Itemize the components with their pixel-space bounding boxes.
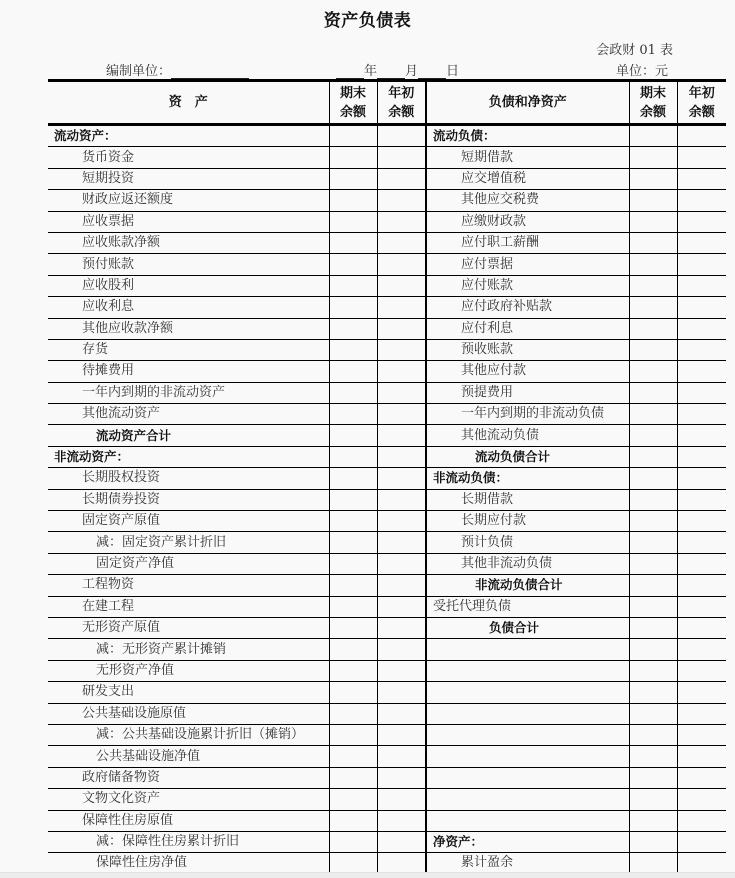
asset-end-balance-cell[interactable] xyxy=(329,361,377,382)
table-row xyxy=(48,275,726,296)
liability-item-label: 应付票据 xyxy=(426,254,629,275)
asset-begin-balance-cell[interactable] xyxy=(377,682,426,703)
asset-item-label: 应收票据 xyxy=(48,211,329,232)
liability-end-balance-cell[interactable] xyxy=(629,125,677,147)
asset-begin-balance-cell[interactable] xyxy=(377,617,426,638)
table-body xyxy=(48,125,726,874)
liability-item-label: 应交增值税 xyxy=(426,168,629,189)
liability-begin-balance-cell[interactable] xyxy=(677,703,726,724)
asset-end-balance-cell[interactable] xyxy=(329,724,377,745)
liability-begin-balance-cell[interactable] xyxy=(677,232,726,253)
liability-end-balance-cell[interactable] xyxy=(629,275,677,296)
asset-item-label: 待摊费用 xyxy=(48,361,329,382)
asset-item-label: 流动资产： xyxy=(54,128,117,144)
asset-item-label: 应收利息 xyxy=(48,297,329,318)
asset-begin-balance-cell[interactable] xyxy=(377,190,426,211)
liability-item-label: 长期借款 xyxy=(426,489,629,510)
liability-end-balance-cell[interactable] xyxy=(629,617,677,638)
asset-item-label: 公共基础设施净值 xyxy=(48,746,329,767)
liability-begin-balance-cell[interactable] xyxy=(677,339,726,360)
asset-begin-balance-cell[interactable] xyxy=(377,275,426,296)
asset-begin-balance-cell[interactable] xyxy=(377,789,426,810)
year-label: 年 xyxy=(364,64,378,79)
asset-item-label: 货币资金 xyxy=(48,147,329,168)
liability-end-balance-cell[interactable] xyxy=(629,404,677,425)
asset-begin-balance-cell[interactable] xyxy=(377,575,426,596)
asset-end-balance-cell[interactable] xyxy=(329,553,377,574)
asset-end-balance-cell[interactable] xyxy=(329,511,377,532)
table-row xyxy=(48,682,726,703)
asset-end-balance-cell[interactable] xyxy=(329,489,377,510)
asset-begin-balance-cell[interactable] xyxy=(377,168,426,189)
asset-begin-balance-cell[interactable] xyxy=(377,361,426,382)
liability-end-balance-cell[interactable] xyxy=(629,810,677,831)
liability-item-label: 其他应付款 xyxy=(426,361,629,382)
asset-begin-balance-cell[interactable] xyxy=(377,746,426,767)
asset-end-balance-cell[interactable] xyxy=(329,767,377,788)
liability-begin-balance-cell[interactable] xyxy=(677,511,726,532)
asset-end-balance-cell[interactable] xyxy=(329,318,377,339)
liability-begin-balance-cell[interactable] xyxy=(677,789,726,810)
table-row xyxy=(48,468,726,489)
asset-end-balance-cell[interactable] xyxy=(329,660,377,681)
liability-begin-balance-cell[interactable] xyxy=(677,147,726,168)
asset-begin-balance-cell[interactable] xyxy=(377,553,426,574)
table-row xyxy=(48,211,726,232)
liability-begin-balance-cell[interactable] xyxy=(677,318,726,339)
liability-item-label: 负债合计 xyxy=(426,617,629,638)
asset-begin-balance-cell[interactable] xyxy=(377,147,426,168)
liability-begin-balance-cell[interactable] xyxy=(677,553,726,574)
liability-begin-balance-cell[interactable] xyxy=(677,532,726,553)
table-row xyxy=(48,596,726,617)
liability-end-balance-cell[interactable] xyxy=(629,232,677,253)
liability-begin-balance-cell[interactable] xyxy=(677,617,726,638)
liability-end-balance-cell[interactable] xyxy=(629,489,677,510)
month-field[interactable] xyxy=(377,64,405,79)
liability-item-label xyxy=(426,746,629,767)
asset-item-label: 应收股利 xyxy=(48,275,329,296)
asset-begin-balance-cell[interactable] xyxy=(377,511,426,532)
asset-item-label: 固定资产净值 xyxy=(48,553,329,574)
asset-end-balance-cell[interactable] xyxy=(329,596,377,617)
liability-item-label: 非流动负债合计 xyxy=(426,575,629,596)
asset-item-label: 其他应收款净额 xyxy=(48,318,329,339)
liability-end-balance-cell[interactable] xyxy=(629,553,677,574)
asset-end-balance-cell[interactable] xyxy=(329,468,377,489)
asset-item-label: 无形资产净值 xyxy=(48,660,329,681)
asset-end-balance-cell[interactable] xyxy=(329,703,377,724)
asset-item-label: 财政应返还额度 xyxy=(48,190,329,211)
asset-item-label: 保障性住房原值 xyxy=(48,810,329,831)
asset-item-label: 其他流动资产 xyxy=(48,404,329,425)
liability-end-balance-cell[interactable] xyxy=(629,382,677,403)
asset-end-balance-cell[interactable] xyxy=(329,746,377,767)
asset-item-label: 公共基础设施原值 xyxy=(48,703,329,724)
liability-item-label xyxy=(426,810,629,831)
asset-item-label: 保障性住房净值 xyxy=(48,853,329,874)
liability-item-label: 预计负债 xyxy=(426,532,629,553)
liability-end-balance-cell[interactable] xyxy=(629,211,677,232)
asset-end-balance-cell[interactable] xyxy=(329,168,377,189)
liability-item-label: 其他流动负债 xyxy=(426,425,629,446)
liability-item-label: 一年内到期的非流动负债 xyxy=(426,404,629,425)
prepared-by-label: 编制单位： xyxy=(106,64,172,79)
report-date xyxy=(336,60,459,79)
asset-begin-balance-cell[interactable] xyxy=(377,703,426,724)
asset-end-balance-cell[interactable] xyxy=(329,211,377,232)
liability-begin-balance-cell[interactable] xyxy=(677,382,726,403)
liability-end-balance-cell[interactable] xyxy=(629,339,677,360)
asset-item-label: 应收账款净额 xyxy=(48,232,329,253)
table-row xyxy=(48,617,726,638)
asset-item-label: 短期投资 xyxy=(48,168,329,189)
liability-item-label xyxy=(426,789,629,810)
table-row xyxy=(48,339,726,360)
liability-end-balance-cell[interactable] xyxy=(629,746,677,767)
table-row xyxy=(48,511,726,532)
asset-begin-balance-cell[interactable] xyxy=(377,254,426,275)
asset-end-balance-cell[interactable] xyxy=(329,254,377,275)
table-row xyxy=(48,532,726,553)
liability-begin-balance-cell[interactable] xyxy=(677,404,726,425)
prepared-by-field[interactable] xyxy=(171,64,249,79)
liability-begin-balance-cell[interactable] xyxy=(677,211,726,232)
liability-end-balance-cell[interactable] xyxy=(629,682,677,703)
asset-end-balance-cell[interactable] xyxy=(329,190,377,211)
liability-item-label xyxy=(426,639,629,660)
liability-end-balance-cell[interactable] xyxy=(629,703,677,724)
liability-end-balance-cell[interactable] xyxy=(629,639,677,660)
header-assets: 资 产 xyxy=(48,81,329,125)
table-row xyxy=(48,168,726,189)
asset-begin-balance-cell[interactable] xyxy=(377,468,426,489)
table-row xyxy=(48,190,726,211)
asset-item-label: 长期股权投资 xyxy=(48,468,329,489)
liability-item-label: 预提费用 xyxy=(426,382,629,403)
table-row xyxy=(48,318,726,339)
month-label: 月 xyxy=(405,64,419,79)
balance-sheet-table xyxy=(48,79,726,874)
day-label: 日 xyxy=(446,64,460,79)
asset-item-label: 研发支出 xyxy=(48,682,329,703)
asset-end-balance-cell[interactable] xyxy=(329,339,377,360)
asset-item-label: 减：公共基础设施累计折旧（摊销） xyxy=(48,724,329,745)
asset-begin-balance-cell[interactable] xyxy=(377,339,426,360)
liability-begin-balance-cell[interactable] xyxy=(677,275,726,296)
asset-begin-balance-cell[interactable] xyxy=(377,232,426,253)
liability-begin-balance-cell[interactable] xyxy=(677,639,726,660)
liability-begin-balance-cell[interactable] xyxy=(677,853,726,874)
asset-item-label: 非流动资产： xyxy=(48,446,329,467)
asset-begin-balance-cell[interactable] xyxy=(377,532,426,553)
liability-end-balance-cell[interactable] xyxy=(629,168,677,189)
header-begin-balance-2: 年初 余额 xyxy=(677,81,726,125)
liability-begin-balance-cell[interactable] xyxy=(677,425,726,446)
currency-unit: 单位：元 xyxy=(616,64,669,79)
liability-item-label: 其他应交税费 xyxy=(426,190,629,211)
asset-end-balance-cell[interactable] xyxy=(329,682,377,703)
table-row xyxy=(48,767,726,788)
liability-begin-balance-cell[interactable] xyxy=(677,297,726,318)
liability-begin-balance-cell[interactable] xyxy=(677,767,726,788)
table-header-row xyxy=(48,81,726,125)
liability-begin-balance-cell[interactable] xyxy=(677,810,726,831)
liability-item-label: 预收账款 xyxy=(426,339,629,360)
table-row xyxy=(48,746,726,767)
table-row xyxy=(48,703,726,724)
asset-begin-balance-cell[interactable] xyxy=(377,125,426,147)
liability-end-balance-cell[interactable] xyxy=(629,767,677,788)
asset-begin-balance-cell[interactable] xyxy=(377,211,426,232)
asset-begin-balance-cell[interactable] xyxy=(377,489,426,510)
table-row xyxy=(48,639,726,660)
asset-item-label: 在建工程 xyxy=(48,596,329,617)
asset-end-balance-cell[interactable] xyxy=(329,232,377,253)
liability-end-balance-cell[interactable] xyxy=(629,831,677,852)
liability-end-balance-cell[interactable] xyxy=(629,724,677,745)
liability-item-label: 流动负债合计 xyxy=(426,446,629,467)
liability-end-balance-cell[interactable] xyxy=(629,190,677,211)
asset-item-label: 减：保障性住房累计折旧 xyxy=(48,831,329,852)
liability-end-balance-cell[interactable] xyxy=(629,318,677,339)
asset-item-label: 减：无形资产累计摊销 xyxy=(48,639,329,660)
asset-item-label: 流动资产合计 xyxy=(48,425,329,446)
liability-begin-balance-cell[interactable] xyxy=(677,489,726,510)
asset-begin-balance-cell[interactable] xyxy=(377,660,426,681)
table-row xyxy=(48,125,726,147)
liability-item-label xyxy=(426,724,629,745)
liability-item-label: 受托代理负债 xyxy=(426,596,629,617)
liability-end-balance-cell[interactable] xyxy=(629,297,677,318)
document-title: 资产负债表 xyxy=(323,11,412,31)
liability-item-label xyxy=(426,660,629,681)
asset-end-balance-cell[interactable] xyxy=(329,575,377,596)
table-row xyxy=(48,810,726,831)
liability-item-label: 应付职工薪酬 xyxy=(426,232,629,253)
asset-item-label: 预付账款 xyxy=(48,254,329,275)
liability-end-balance-cell[interactable] xyxy=(629,789,677,810)
liability-end-balance-cell[interactable] xyxy=(629,853,677,874)
liability-begin-balance-cell[interactable] xyxy=(677,575,726,596)
asset-begin-balance-cell[interactable] xyxy=(377,724,426,745)
asset-begin-balance-cell[interactable] xyxy=(377,425,426,446)
asset-item-label: 文物文化资产 xyxy=(48,789,329,810)
liability-begin-balance-cell[interactable] xyxy=(677,682,726,703)
liability-end-balance-cell[interactable] xyxy=(629,468,677,489)
liability-end-balance-cell[interactable] xyxy=(629,446,677,467)
asset-begin-balance-cell[interactable] xyxy=(377,810,426,831)
table-row xyxy=(48,446,726,467)
asset-item-label: 无形资产原值 xyxy=(48,617,329,638)
table-row xyxy=(48,660,726,681)
table-row xyxy=(48,575,726,596)
asset-item-label: 政府储备物资 xyxy=(48,767,329,788)
liability-begin-balance-cell[interactable] xyxy=(677,254,726,275)
asset-item-label: 固定资产原值 xyxy=(48,511,329,532)
liability-item-label: 应缴财政款 xyxy=(426,211,629,232)
liability-item-label: 流动负债： xyxy=(426,125,629,147)
asset-end-balance-cell[interactable] xyxy=(329,617,377,638)
form-number: 会政财 01 表 xyxy=(596,43,673,58)
liability-item-label xyxy=(426,682,629,703)
liability-begin-balance-cell[interactable] xyxy=(677,468,726,489)
liability-begin-balance-cell[interactable] xyxy=(677,190,726,211)
liability-item-label: 短期借款 xyxy=(426,147,629,168)
table-row xyxy=(48,425,726,446)
asset-end-balance-cell[interactable] xyxy=(329,853,377,874)
asset-end-balance-cell[interactable] xyxy=(329,297,377,318)
liability-item-label: 长期应付款 xyxy=(426,511,629,532)
liability-item-label: 应付账款 xyxy=(426,275,629,296)
table-row xyxy=(48,382,726,403)
header-end-balance-2: 期末 余额 xyxy=(629,81,677,125)
table-row xyxy=(48,297,726,318)
liability-begin-balance-cell[interactable] xyxy=(677,168,726,189)
liability-begin-balance-cell[interactable] xyxy=(677,361,726,382)
asset-end-balance-cell[interactable] xyxy=(329,147,377,168)
liability-end-balance-cell[interactable] xyxy=(629,660,677,681)
table-row xyxy=(48,724,726,745)
table-row xyxy=(48,147,726,168)
asset-begin-balance-cell[interactable] xyxy=(377,446,426,467)
table-row xyxy=(48,404,726,425)
liability-end-balance-cell[interactable] xyxy=(629,425,677,446)
asset-begin-balance-cell[interactable] xyxy=(377,767,426,788)
liability-item-label: 净资产： xyxy=(426,831,629,852)
asset-begin-balance-cell[interactable] xyxy=(377,382,426,403)
asset-begin-balance-cell[interactable] xyxy=(377,639,426,660)
asset-item-label: 减：固定资产累计折旧 xyxy=(48,532,329,553)
page-bottom-edge xyxy=(0,872,735,878)
liability-end-balance-cell[interactable] xyxy=(629,532,677,553)
asset-end-balance-cell[interactable] xyxy=(329,639,377,660)
asset-begin-balance-cell[interactable] xyxy=(377,853,426,874)
liability-item-label: 应付政府补贴款 xyxy=(426,297,629,318)
liability-end-balance-cell[interactable] xyxy=(629,511,677,532)
asset-item-label: 存货 xyxy=(48,339,329,360)
prepared-by xyxy=(106,60,249,79)
year-field[interactable] xyxy=(336,64,364,79)
liability-item-label: 其他非流动负债 xyxy=(426,553,629,574)
liability-begin-balance-cell[interactable] xyxy=(677,660,726,681)
asset-end-balance-cell[interactable] xyxy=(329,446,377,467)
liability-begin-balance-cell[interactable] xyxy=(677,746,726,767)
table-row xyxy=(48,361,726,382)
liability-begin-balance-cell[interactable] xyxy=(677,724,726,745)
table-row xyxy=(48,789,726,810)
asset-end-balance-cell[interactable] xyxy=(329,404,377,425)
asset-begin-balance-cell[interactable] xyxy=(377,831,426,852)
liability-begin-balance-cell[interactable] xyxy=(677,125,726,147)
header-end-balance: 期末 余额 xyxy=(329,81,377,125)
liability-item-label: 非流动负债： xyxy=(426,468,629,489)
liability-item-label xyxy=(426,703,629,724)
asset-begin-balance-cell[interactable] xyxy=(377,318,426,339)
liability-end-balance-cell[interactable] xyxy=(629,575,677,596)
day-field[interactable] xyxy=(418,64,446,79)
liability-item-label: 应付利息 xyxy=(426,318,629,339)
asset-end-balance-cell[interactable] xyxy=(329,425,377,446)
asset-begin-balance-cell[interactable] xyxy=(377,297,426,318)
asset-end-balance-cell[interactable] xyxy=(329,382,377,403)
asset-end-balance-cell[interactable] xyxy=(329,831,377,852)
liability-item-label xyxy=(426,767,629,788)
liability-end-balance-cell[interactable] xyxy=(629,254,677,275)
table-row xyxy=(48,232,726,253)
liability-end-balance-cell[interactable] xyxy=(629,361,677,382)
liability-begin-balance-cell[interactable] xyxy=(677,446,726,467)
table-row xyxy=(48,553,726,574)
header-begin-balance: 年初 余额 xyxy=(377,81,426,125)
table-row xyxy=(48,489,726,510)
asset-begin-balance-cell[interactable] xyxy=(377,404,426,425)
header-liabilities: 负债和净资产 xyxy=(426,81,629,125)
asset-end-balance-cell[interactable] xyxy=(329,275,377,296)
table-row xyxy=(48,254,726,275)
table-row xyxy=(48,853,726,874)
asset-end-balance-cell[interactable] xyxy=(329,125,377,147)
liability-begin-balance-cell[interactable] xyxy=(677,831,726,852)
asset-begin-balance-cell[interactable] xyxy=(377,596,426,617)
asset-end-balance-cell[interactable] xyxy=(329,789,377,810)
asset-item-label: 长期债券投资 xyxy=(48,489,329,510)
liability-end-balance-cell[interactable] xyxy=(629,147,677,168)
asset-end-balance-cell[interactable] xyxy=(329,810,377,831)
liability-begin-balance-cell[interactable] xyxy=(677,596,726,617)
table-row xyxy=(48,831,726,852)
asset-item-label: 一年内到期的非流动资产 xyxy=(48,382,329,403)
asset-end-balance-cell[interactable] xyxy=(329,532,377,553)
liability-end-balance-cell[interactable] xyxy=(629,596,677,617)
asset-item-label: 工程物资 xyxy=(48,575,329,596)
liability-item-label: 累计盈余 xyxy=(426,853,629,874)
